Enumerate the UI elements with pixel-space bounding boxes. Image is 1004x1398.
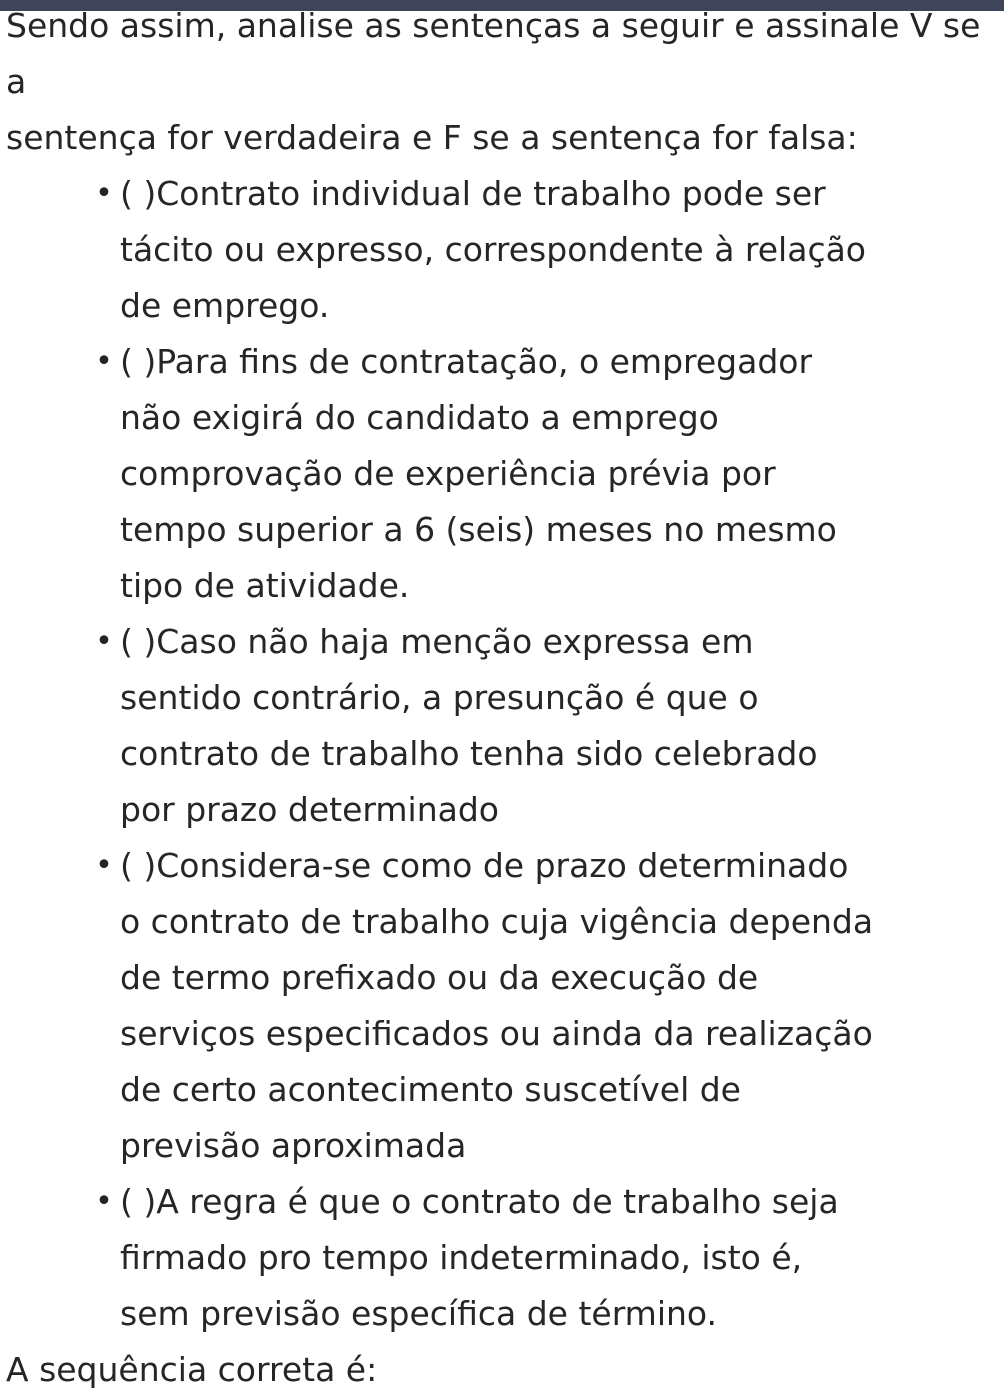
statement-line: tácito ou expresso, correspondente à relação bbox=[120, 230, 866, 269]
answer-prompt: A sequência correta é: bbox=[6, 1350, 378, 1389]
bullet-icon: • bbox=[95, 624, 113, 659]
statement-line: comprovação de experiência prévia por bbox=[120, 454, 776, 493]
statement-line: serviços especificados ou ainda da realização bbox=[120, 1014, 873, 1053]
statement-line: por prazo determinado bbox=[120, 790, 500, 829]
statement-line: ( )A regra é que o contrato de trabalho seja bbox=[120, 1182, 839, 1221]
statement-line: ( )Caso não haja menção expressa em bbox=[120, 622, 754, 661]
bullet-icon: • bbox=[95, 344, 113, 379]
statement-item bbox=[6, 1174, 880, 1342]
statement-line: contrato de trabalho tenha sido celebrado bbox=[120, 734, 818, 773]
statement-line: sem previsão específica de término. bbox=[120, 1294, 718, 1333]
intro-line: sentença for verdadeira e F se a sentença for falsa: bbox=[6, 118, 858, 157]
statement-item bbox=[6, 166, 880, 334]
bullet-icon: • bbox=[95, 176, 113, 211]
statement-line: de termo prefixado ou da execução de bbox=[120, 958, 759, 997]
intro-paragraph bbox=[6, 0, 996, 166]
statement-list bbox=[6, 166, 996, 1342]
statement-line: previsão aproximada bbox=[120, 1126, 467, 1165]
statement-line: ( )Considera-se como de prazo determinado bbox=[120, 846, 849, 885]
statement-item bbox=[6, 614, 880, 838]
statement-line: sentido contrário, a presunção é que o bbox=[120, 678, 759, 717]
statement-item bbox=[6, 334, 880, 614]
statement-line: não exigirá do candidato a emprego bbox=[120, 398, 719, 437]
bullet-icon: • bbox=[95, 848, 113, 883]
statement-line: firmado pro tempo indeterminado, isto é, bbox=[120, 1238, 803, 1277]
statement-item bbox=[6, 838, 880, 1174]
bullet-icon: • bbox=[95, 1184, 113, 1219]
statement-line: tempo superior a 6 (seis) meses no mesmo bbox=[120, 510, 837, 549]
intro-line: Sendo assim, analise as sentenças a seguir e assinale V se a bbox=[6, 6, 981, 101]
statement-line: ( )Para fins de contratação, o empregador bbox=[120, 342, 813, 381]
statement-line: de certo acontecimento suscetível de bbox=[120, 1070, 741, 1109]
question-text bbox=[6, 0, 996, 1398]
statement-line: o contrato de trabalho cuja vigência dependa bbox=[120, 902, 874, 941]
statement-line: tipo de atividade. bbox=[120, 566, 410, 605]
statement-line: ( )Contrato individual de trabalho pode ser bbox=[120, 174, 826, 213]
statement-line: de emprego. bbox=[120, 286, 330, 325]
